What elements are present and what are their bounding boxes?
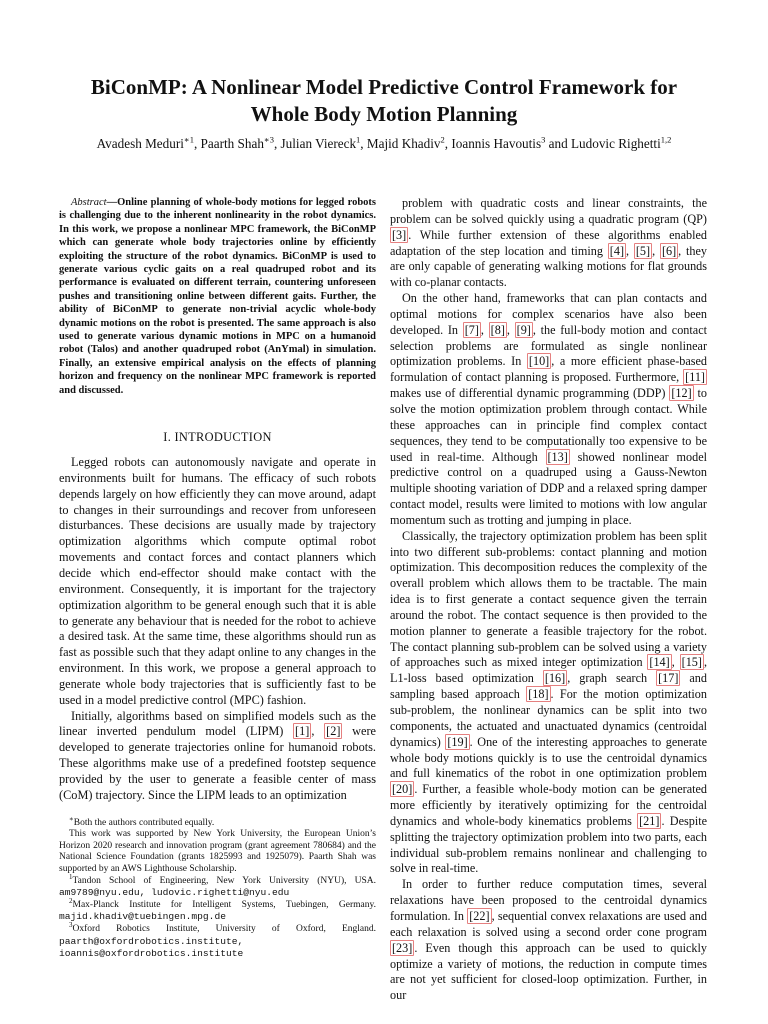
body-text: , sequential convex relaxations are used and each relaxation is solved using a second order cone program	[390, 908, 707, 939]
body-paragraph	[390, 529, 707, 878]
citation-link[interactable]: [17]	[658, 671, 679, 686]
footnote-text: Oxford Robotics Institute, University of Oxford, England.	[72, 924, 376, 934]
body-text: ,	[626, 243, 634, 258]
footnote-text: Tandon School of Engineering, New York University (NYU), USA.	[72, 875, 376, 886]
citation-link[interactable]: [18]	[528, 687, 549, 702]
body-text: problem with quadratic costs and linear constraints, the problem can be solved quickly using a quadratic program (QP)	[390, 196, 707, 226]
body-text: were developed to generate trajectories online for humanoid robots. These algorithms make use of a predefined footstep sequence provided by the user to generate a feasible center of mass (CoM) trajectory. Since the LIPM leads to an optimization	[59, 724, 376, 802]
footnote-text: This work was supported by New York University, the European Union’s Horizon 2020 research and innovation program (grant agreement 780684) and the National Science Foundation (grants 1825993 and 1925079). Paarth Shah was supported by an AWS Lighthouse Scholarship.	[59, 829, 376, 875]
author-affiliation-mark: 1	[356, 134, 361, 145]
author-separator: and	[545, 136, 571, 151]
author-affiliation-mark: 3	[541, 134, 546, 145]
body-text: . One of the interesting approaches to generate whole body motions quickly is to use the centroidal dynamics and full kinematics of the robot in one optimization problem	[390, 734, 707, 781]
author-name: Julian Viereck	[280, 136, 357, 151]
body-paragraph	[59, 709, 376, 804]
body-text: makes use of differential dynamic programming (DDP)	[390, 386, 670, 401]
body-text: ,	[671, 655, 680, 670]
body-text: Classically, the trajectory optimization problem has been split into two different sub-problems: contact planning and motion optimization. This decomposition reduces the complexity of the overall problem which allows them to be tractable. The main idea is to first generate a contact sequence given the terrain around the robot. The contact sequence is then provided to the motion planner to generate a feasible trajectory for the robot. The contact planning sub-problem can be solved using a variety of approaches such as mixed integer optimization	[390, 528, 707, 670]
body-paragraph	[59, 455, 376, 709]
footnote	[59, 814, 376, 830]
author-affiliation-mark: 2	[440, 134, 445, 145]
right-body	[390, 196, 707, 1004]
author-affiliation-mark: ∗3	[263, 134, 274, 145]
body-text: Legged robots can autonomously navigate and operate in environments built for humans. The efficacy of such robots depends largely on how efficiently they can move around, adapt to changes in their surroundings and recover from unforeseen disturbances. These decisions are usually made by trajectory optimization algorithms which compute optimal robot movements and contact forces and contact planners which decide which end-effector should make contact with the environment. Consequently, it is important for the trajectory optimization algorithm to be general enough such that it is able to generate any behaviour that is needed for the robot to achieve a desired task. At the same time, these algorithms should run as fast as possible such that they adapt online to any changes in the environment. In this work, we propose a general approach to generate whole body trajectories that is sufficiently fast to be used in a model predictive control (MPC) fashion.	[59, 455, 376, 707]
footnote	[59, 872, 376, 900]
citation-link[interactable]: [11]	[685, 370, 705, 385]
body-text: , graph search	[567, 671, 657, 686]
body-text: ,	[506, 322, 515, 337]
body-text: and sampling based approach	[390, 671, 707, 702]
citation-link[interactable]: [19]	[447, 734, 468, 749]
section-heading: I. INTRODUCTION	[163, 430, 272, 445]
footnote	[59, 896, 376, 924]
body-text: Initially, algorithms based on simplified models such as the linear inverted pendulum model (LIPM)	[59, 708, 376, 739]
footnote-email: paarth@oxfordrobotics.institute, ioannis@oxfordrobotics.institute	[59, 935, 244, 960]
citation-link[interactable]: [6]	[661, 243, 677, 258]
author-affiliation-mark: ∗1	[183, 134, 194, 145]
body-text: On the other hand, frameworks that can plan contacts and optimal motions for complex scenarios have also been developed. In	[390, 291, 707, 337]
citation-link[interactable]: [13]	[547, 449, 568, 464]
abstract-dash: —	[106, 197, 118, 208]
body-text: . For the motion optimization sub-problem, the nonlinear dynamics can be split into two components, the actuated and unactuated dynamics (centroidal dynamics)	[390, 687, 707, 749]
citation-link[interactable]: [9]	[516, 322, 531, 337]
citation-link[interactable]: [2]	[326, 724, 341, 739]
author-separator: ,	[360, 136, 367, 151]
citation-link[interactable]: [12]	[671, 386, 692, 401]
citation-link[interactable]: [21]	[639, 813, 660, 828]
footnote	[59, 829, 376, 875]
body-paragraph	[390, 877, 707, 1004]
body-text: to solve the motion optimization problem through contact. While these approaches can in principle find complex contact sequences, they tend to be computationally too expensive to be used in real-time. Although	[390, 386, 707, 464]
citation-link[interactable]: [8]	[490, 322, 505, 337]
body-text: , a more efficient phase-based formulation of contact planning is proposed. Furthermore,	[390, 354, 707, 385]
abstract	[59, 196, 376, 397]
footnote-mark: ∗	[69, 814, 74, 823]
citation-link[interactable]: [15]	[681, 655, 702, 670]
body-text: ,	[480, 322, 489, 337]
footnotes	[59, 814, 376, 961]
body-text: In order to further reduce computation times, several relaxations have been proposed to the centroidal dynamics formulation. In	[390, 877, 707, 923]
citation-link[interactable]: [14]	[649, 655, 670, 670]
body-text: . While further extension of these algorithms enabled adaptation of the step location and timing	[390, 227, 707, 258]
paper-title	[40, 74, 728, 128]
author-list	[30, 136, 738, 152]
footnote-email: majid.khadiv@tuebingen.mpg.de	[59, 911, 226, 923]
body-text: ,	[652, 243, 660, 258]
abstract-text: Online planning of whole-body motions for legged robots is challenging due to the inherent nonlinearity in the robot dynamics. In this work, we propose a nonlinear MPC framework, the BiConMP which can generate whole body trajectories online by efficiently exploiting the structure of the robot dynamics. BiConMP is used to generate various cyclic gaits on a real quadruped robot and its performance is evaluated on different terrain, countering unforeseen pushes and transitioning online between different gaits. Further, the ability of BiConMP to generate non-trivial acyclic whole-body dynamic motions on the robot is presented. The same approach is also used to generate various dynamic motions in MPC on a humanoid robot (Talos) and another quadruped robot (AnYmal) in simulation. Finally, an extensive empirical analysis on the effects of planning horizon and frequency on the nonlinear MPC framework is reported and discussed.	[59, 197, 376, 396]
body-text: . Despite splitting the trajectory optimization problem into two parts, each individual sub-problem remains nonlinear and challenging to solve in real-time.	[390, 813, 707, 876]
right-column	[390, 196, 707, 1004]
abstract-label: Abstract	[71, 197, 107, 208]
footnote-mark: 1	[69, 872, 73, 881]
left-column	[59, 196, 376, 961]
footnote	[59, 920, 376, 961]
title-line-1: BiConMP: A Nonlinear Model Predictive Control Framework for	[90, 75, 678, 99]
footnote-email: am9789@nyu.edu, ludovic.righetti@nyu.edu	[59, 887, 290, 899]
citation-link[interactable]: [20]	[392, 782, 413, 797]
author-separator: ,	[273, 136, 281, 151]
body-text: . Further, a feasible whole-body motion can be generated more efficiently by iteratively optimizing for the centroidal dynamics and whole-body kinematics problems	[390, 782, 707, 828]
citation-link[interactable]: [7]	[464, 322, 479, 337]
body-paragraph	[390, 291, 707, 529]
title-line-2: Whole Body Motion Planning	[250, 102, 518, 126]
footnote-mark: 3	[69, 920, 73, 929]
body-text: , the full-body motion and contact selection problems are formulated as single nonlinear optimization problems. In	[390, 322, 707, 369]
author-name: Avadesh Meduri	[96, 136, 184, 151]
citation-link[interactable]: [10]	[528, 354, 550, 369]
author-name: Paarth Shah	[200, 136, 264, 151]
author-affiliation-mark: 1,2	[660, 134, 672, 145]
body-text: , L1-loss based optimization	[390, 655, 707, 686]
footnote-text: Both the authors contributed equally.	[73, 817, 215, 828]
citation-link[interactable]: [22]	[469, 908, 490, 923]
author-name: Ioannis Havoutis	[451, 136, 542, 151]
left-body	[59, 455, 376, 804]
citation-link[interactable]: [23]	[392, 940, 413, 955]
body-text: showed nonlinear model predictive control on a quadruped using a Gauss-Newton multiple shooting variation of DDP and a relaxed spring damper contact model, results were limited to motions with low angular momentum such as trotting and jumping in place.	[390, 449, 707, 527]
footnote-mark: 2	[69, 896, 73, 905]
citation-link[interactable]: [1]	[295, 724, 310, 739]
author-separator: ,	[444, 136, 452, 151]
citation-link[interactable]: [16]	[544, 671, 566, 686]
footnote-text: Max-Planck Institute for Intelligent Systems, Tuebingen, Germany.	[72, 899, 376, 910]
citation-link[interactable]: [3]	[392, 227, 407, 242]
body-text: ,	[311, 724, 325, 739]
body-text: , they are only capable of generating walking motions for flat grounds with co-planar contacts.	[390, 243, 708, 290]
citation-link[interactable]: [4]	[609, 243, 625, 258]
body-paragraph	[390, 196, 707, 291]
author-separator: ,	[193, 136, 201, 151]
author-name: Ludovic Righetti	[571, 136, 661, 151]
citation-link[interactable]: [5]	[635, 243, 651, 258]
body-text: . Even though this approach can be used to quickly optimize a variety of motions, the reduction in compute times are not yet sufficient for closed-loop optimization. Further, in our	[390, 940, 707, 1003]
author-name: Majid Khadiv	[366, 136, 441, 151]
